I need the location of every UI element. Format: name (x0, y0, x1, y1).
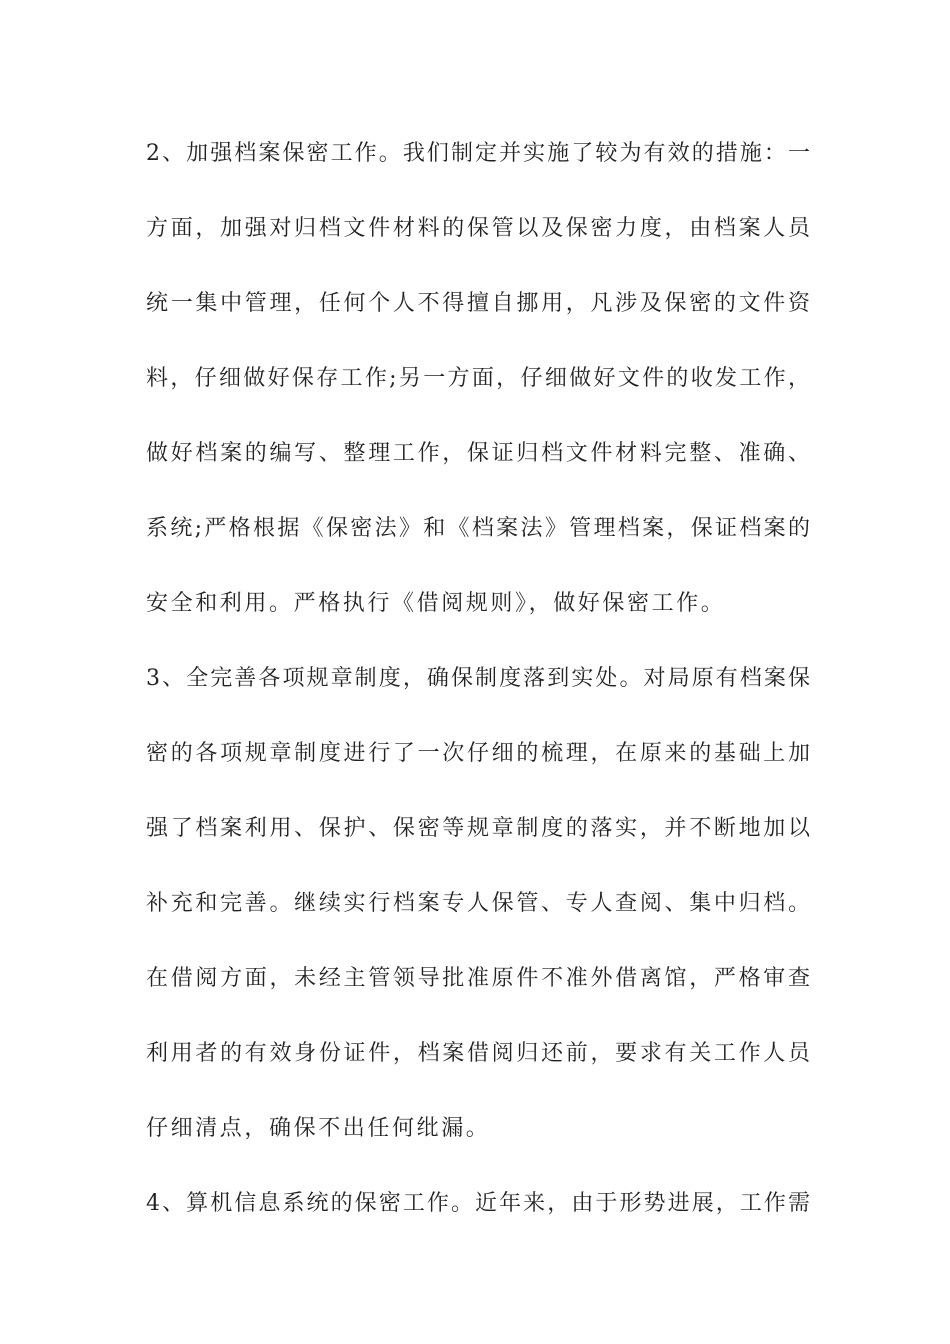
text-line: 密的各项规章制度进行了一次仔细的梳理，在原来的基础上加 (146, 741, 810, 766)
text-line: 4、算机信息系统的保密工作。近年来，由于形势进展，工作需 (146, 1191, 810, 1216)
text-line: 料，仔细做好保存工作;另一方面，仔细做好文件的收发工作， (146, 366, 810, 391)
document-body (146, 124, 810, 1249)
text-line: 统一集中管理，任何个人不得擅自挪用，凡涉及保密的文件资 (146, 291, 810, 316)
paragraph-rules-and-regulations (146, 649, 810, 1174)
text-line: 方面，加强对归档文件材料的保管以及保密力度，由档案人员 (146, 216, 810, 241)
text-line: 3、全完善各项规章制度，确保制度落到实处。对局原有档案保 (146, 666, 810, 691)
paragraph-archive-confidentiality (146, 124, 810, 649)
text-line: 利用者的有效身份证件，档案借阅归还前，要求有关工作人员 (146, 1041, 810, 1066)
text-line: 系统;严格根据《保密法》和《档案法》管理档案，保证档案的 (146, 516, 810, 541)
text-line: 安全和利用。严格执行《借阅规则》，做好保密工作。 (146, 591, 726, 616)
paragraph-computer-info-systems (146, 1174, 810, 1249)
text-line: 补充和完善。继续实行档案专人保管、专人查阅、集中归档。 (146, 891, 810, 916)
text-line: 在借阅方面，未经主管领导批准原件不准外借离馆，严格审查 (146, 966, 810, 991)
text-line: 仔细清点，确保不出任何纰漏。 (146, 1116, 491, 1141)
text-line: 2、加强档案保密工作。我们制定并实施了较为有效的措施：一 (146, 141, 810, 166)
text-line: 强了档案利用、保护、保密等规章制度的落实，并不断地加以 (146, 816, 810, 841)
text-line: 做好档案的编写、整理工作，保证归档文件材料完整、准确、 (146, 441, 810, 466)
